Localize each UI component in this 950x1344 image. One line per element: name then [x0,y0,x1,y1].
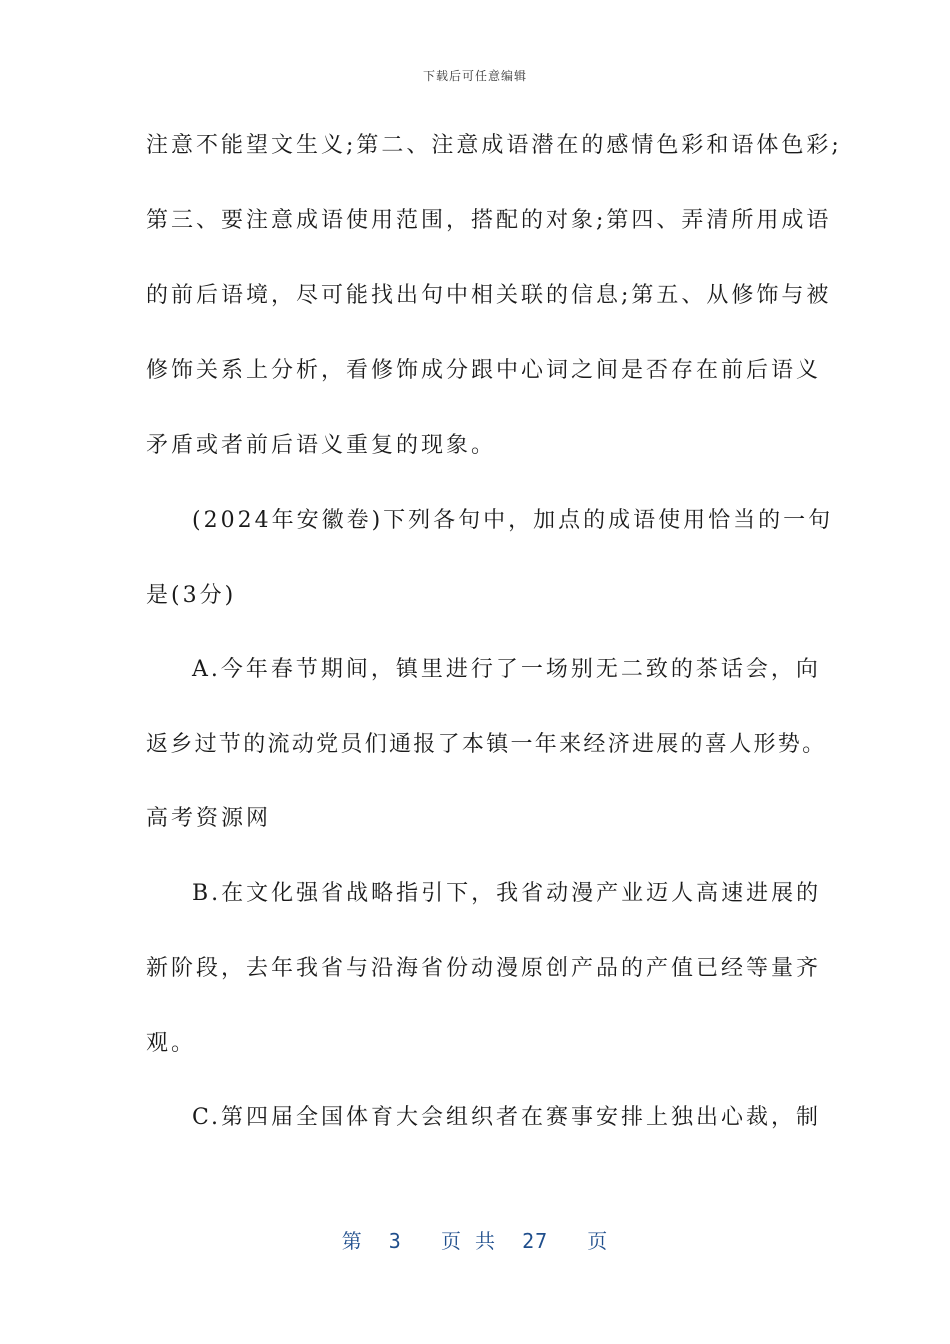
text-line: 第三、要注意成语使用范围，搭配的对象;第四、弄清所用成语 [146,208,832,233]
text-line: 修饰关系上分析，看修饰成分跟中心词之间是否存在前后语义 [146,358,822,383]
option-a: A.今年春节期间，镇里进行了一场别无二致的茶话会，向 [192,657,821,682]
text-line: 是(3分) [146,583,237,608]
text-line: 返乡过节的流动党员们通报了本镇一年来经济进展的喜人形势。 [146,732,827,757]
text-line: 新阶段，去年我省与沿海省份动漫原创产品的产值已经等量齐 [146,956,822,981]
page-header-note: 下载后可任意编辑 [422,69,527,83]
text-line: 高考资源网 [146,806,272,831]
text-line: 矛盾或者前后语义重复的现象。 [146,433,497,458]
page-number-footer: 第 3 页 共 27 页 [341,1229,609,1253]
text-line: 观。 [146,1031,197,1056]
text-line: 的前后语境，尽可能找出句中相关联的信息;第五、从修饰与被 [146,283,832,308]
option-b: B.在文化强省战略指引下，我省动漫产业迈人高速进展的 [192,881,822,906]
option-c: C.第四届全国体育大会组织者在赛事安排上独出心裁，制 [192,1105,822,1130]
question-stem: (2024年安徽卷)下列各句中，加点的成语使用恰当的一句 [192,508,834,533]
text-line: 注意不能望文生义;第二、注意成语潜在的感情色彩和语体色彩; [146,133,842,158]
